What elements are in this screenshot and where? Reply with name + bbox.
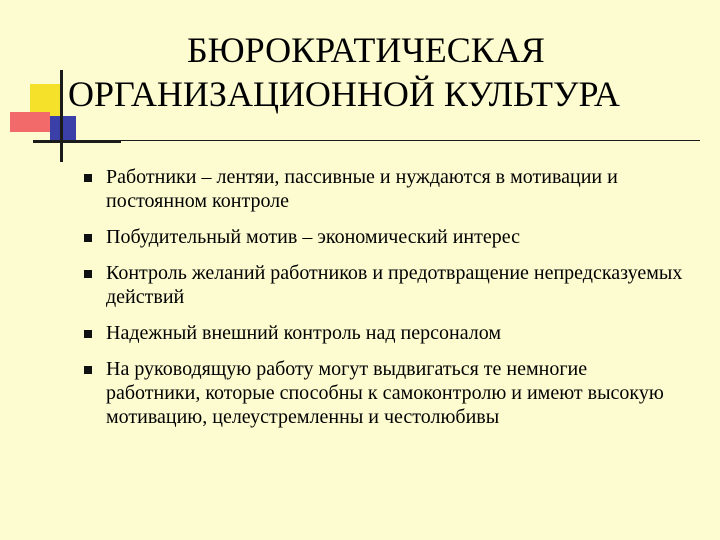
title-line-2: ОРГАНИЗАЦИОННОЙ КУЛЬТУРА — [68, 74, 620, 114]
bullet-square-icon — [84, 366, 92, 374]
title-line-1: БЮРОКРАТИЧЕСКАЯ — [187, 30, 545, 70]
bullet-text: На руководящую работу могут выдвигаться те немногие работники, которые способны к самоконтролю и имеют высокую мотивацию, целеустремленны и честолюбивы — [106, 358, 664, 428]
bullet-text: Работники – лентяи, пассивные и нуждаются в мотивации и постоянном контроле — [106, 166, 618, 212]
bullet-item — [84, 225, 684, 249]
bullet-item — [84, 321, 684, 345]
bullet-list — [84, 165, 684, 441]
bullet-item — [84, 357, 684, 429]
bullet-text: Надежный внешний контроль над персоналом — [106, 322, 502, 344]
bullet-square-icon — [84, 330, 92, 338]
title-rule — [60, 140, 700, 141]
bullet-text: Контроль желаний работников и предотвращение непредсказуемых действий — [106, 262, 683, 308]
slide-title — [68, 28, 720, 116]
bullet-item — [84, 261, 684, 309]
red-square — [10, 112, 50, 132]
bullet-item — [84, 165, 684, 213]
bullet-square-icon — [84, 234, 92, 242]
blue-square — [50, 116, 76, 142]
bullet-square-icon — [84, 270, 92, 278]
vertical-line — [60, 70, 63, 162]
bullet-square-icon — [84, 174, 92, 182]
bullet-text: Побудительный мотив – экономический интерес — [106, 226, 520, 248]
